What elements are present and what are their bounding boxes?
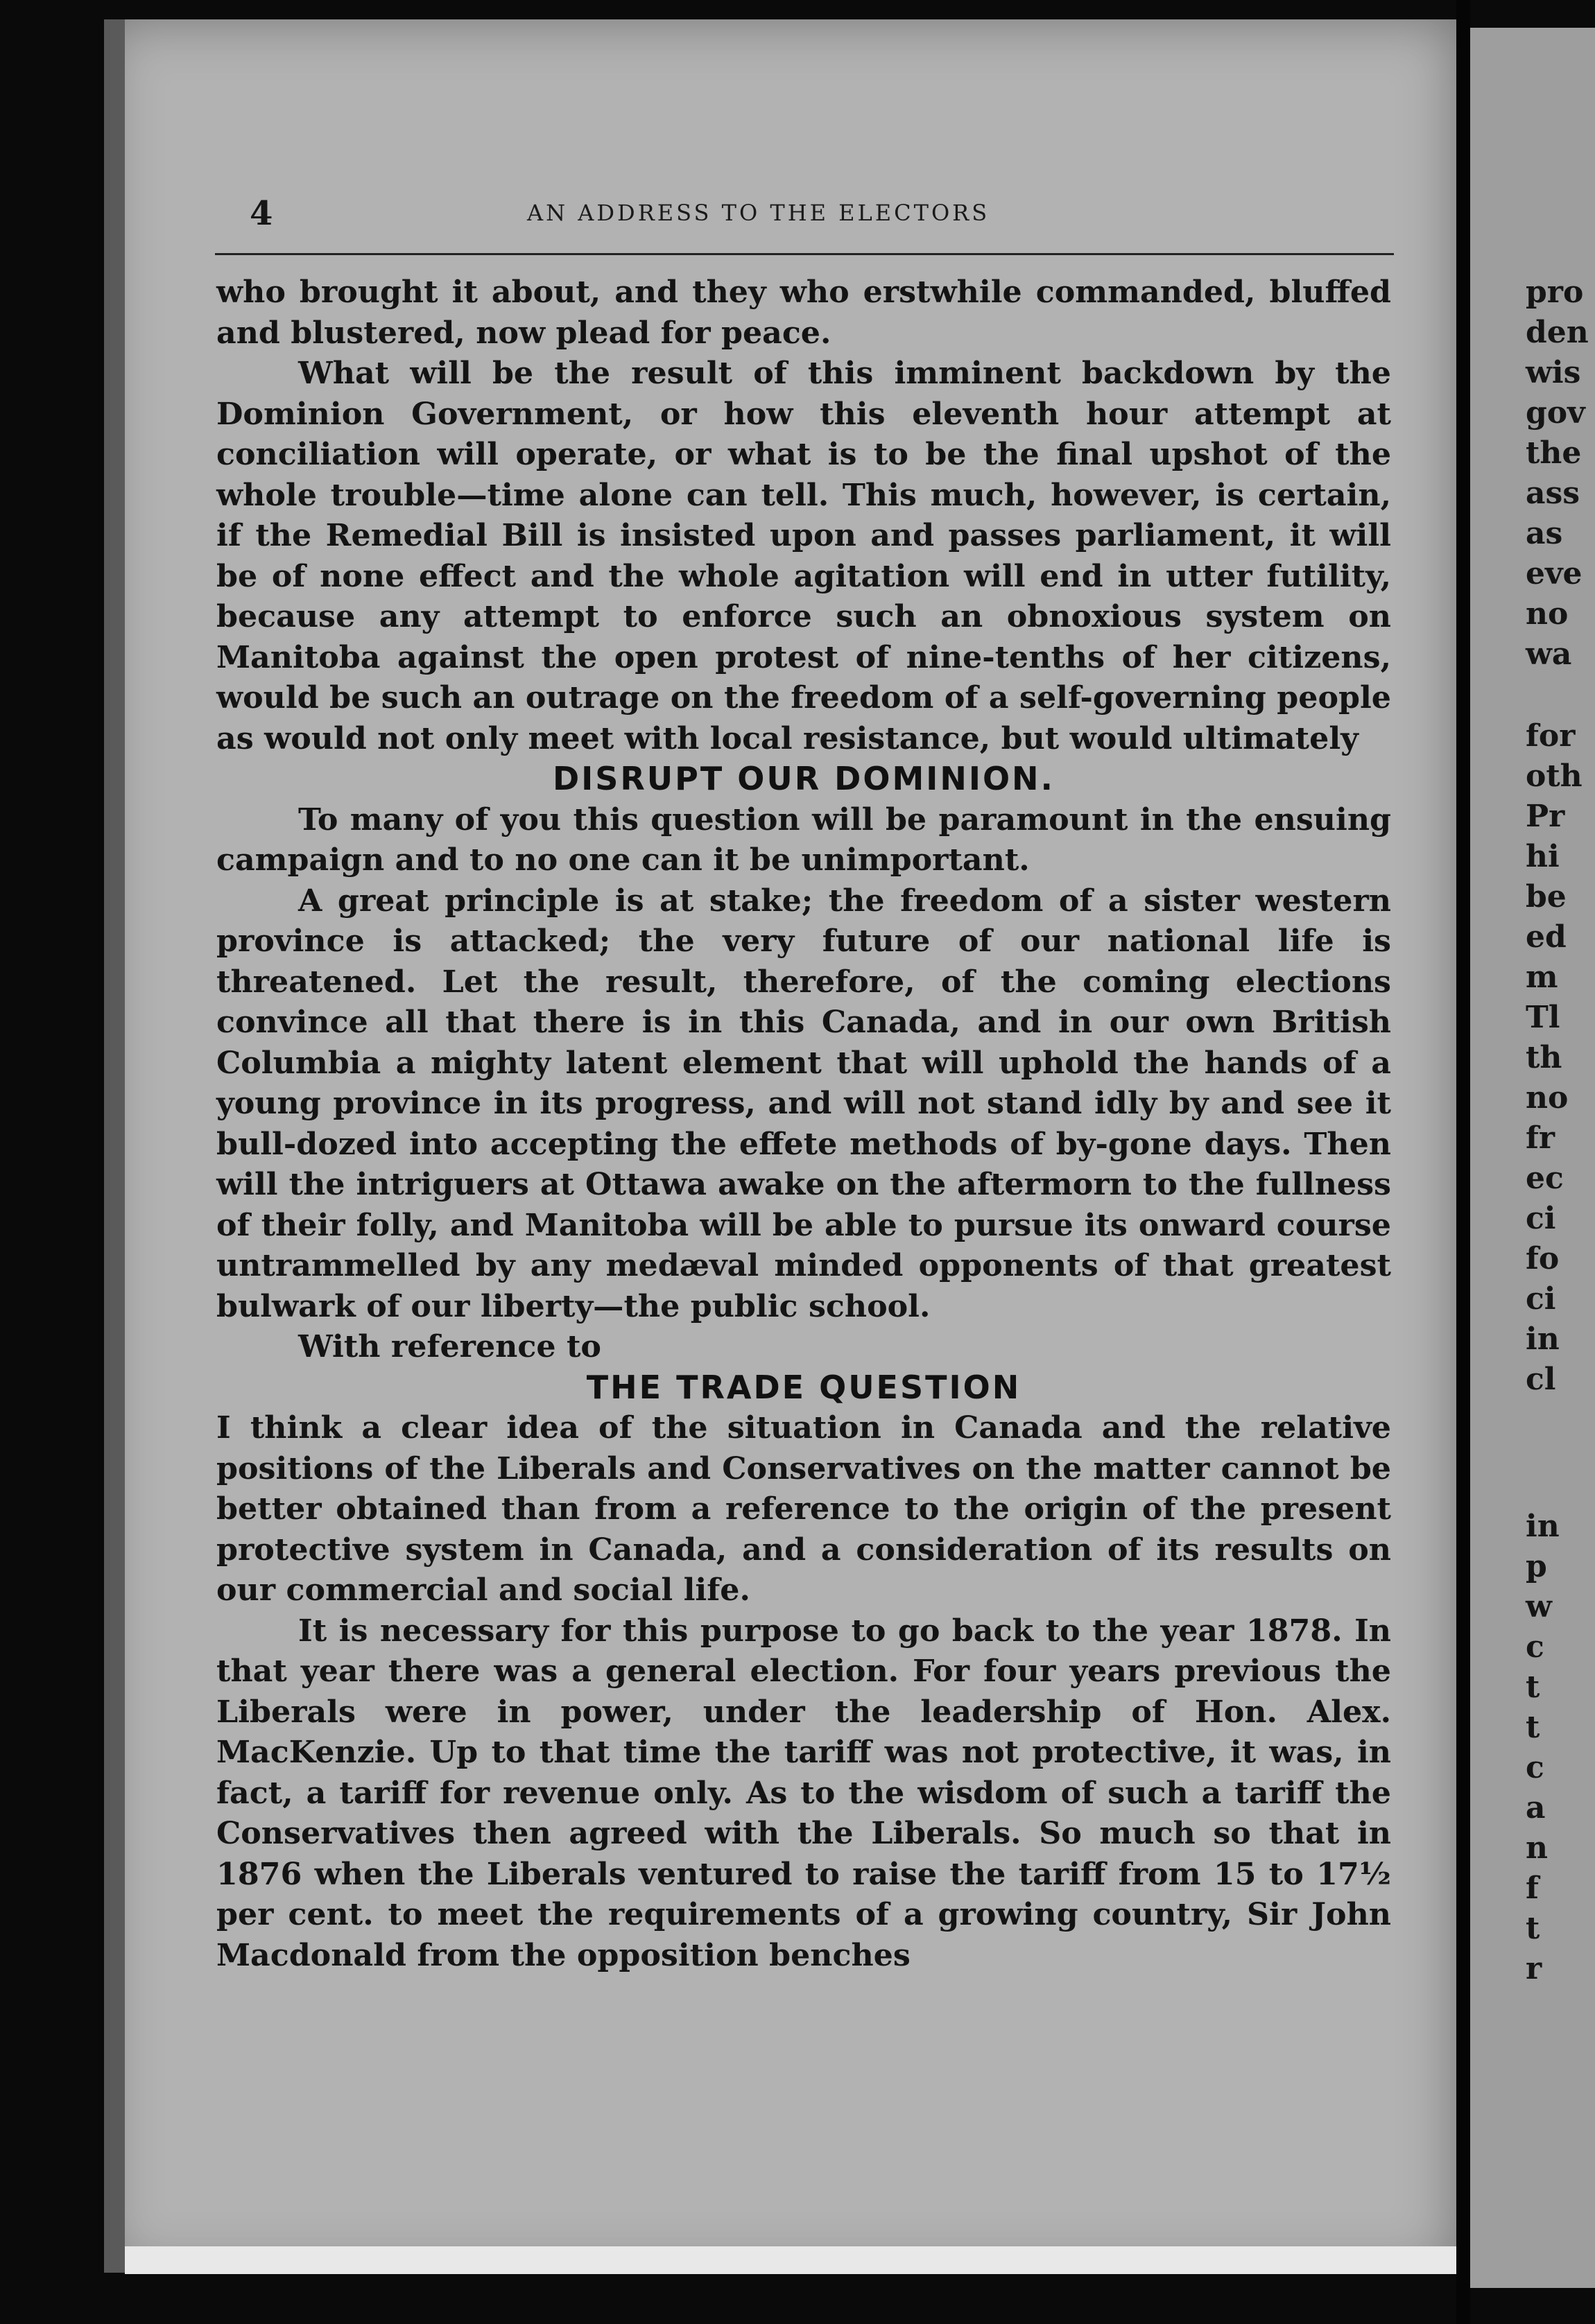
facing-page-fragment: ass [1526, 476, 1580, 511]
facing-page-fragment: t [1526, 1710, 1540, 1745]
facing-page-fragment: p [1526, 1549, 1547, 1584]
facing-page-fragment: c [1526, 1750, 1544, 1785]
facing-page-fragment: Tl [1526, 1000, 1560, 1035]
binding-gutter [1456, 0, 1470, 2324]
facing-page-fragment: hi [1526, 839, 1560, 874]
facing-page-fragment: w [1526, 1589, 1552, 1624]
paragraph: I think a clear idea of the situation in Canada and the relative positions of the Liberals and Conservatives on the matter cannot be better obtained than from a reference to the origin of the present protective system in Canada, and a consideration of its results on our commercial and social life. [216, 1410, 1391, 1608]
facing-page-fragment: Pr [1526, 799, 1565, 834]
facing-page-fragment: t [1526, 1911, 1540, 1946]
facing-page-fragment: no [1526, 1080, 1569, 1116]
facing-page-fragment: c [1526, 1629, 1544, 1665]
facing-page-fragment: fr [1526, 1120, 1555, 1156]
facing-page-fragment: pro [1526, 275, 1584, 310]
page-header [250, 194, 1394, 236]
facing-page-fragment: th [1526, 1040, 1562, 1075]
facing-page-fragment: eve [1526, 556, 1583, 591]
paragraph: With reference to [298, 1328, 601, 1364]
running-head: AN ADDRESS TO THE ELECTORS [527, 200, 990, 226]
facing-page-fragment: oth [1526, 758, 1583, 794]
facing-page-fragment: f [1526, 1871, 1539, 1906]
facing-page-fragment: as [1526, 516, 1563, 551]
facing-page-fragment: be [1526, 879, 1567, 914]
facing-page-fragment: for [1526, 718, 1576, 754]
paragraph: What will be the result of this imminent backdown by the Dominion Government, or how this eleventh hour attempt at conciliation will operate, or what is to be the final upshot of the whole trouble—time alone can tell. This much, however, is certain, if the Remedial Bill is insisted upon and passes parliament, it will be of none effect and the whole agitation will end in utter futility, because any attempt to enforce such an obnoxious system on Manitoba against the open protest of nine-tenths of her citizens, would be such an outrage on the freedom of a self-governing people as would not only meet with local resistance, but would ultimately [216, 355, 1391, 756]
facing-page-fragment: in [1526, 1321, 1560, 1357]
facing-page-fragment: the [1526, 435, 1582, 471]
facing-page-fragment: a [1526, 1790, 1546, 1826]
facing-page-fragment: gov [1526, 395, 1585, 431]
facing-page-fragment: ci [1526, 1281, 1556, 1317]
facing-page-fragment: t [1526, 1670, 1540, 1705]
header-rule [215, 253, 1394, 255]
page-edge-shadow [104, 19, 125, 2273]
section-heading: DISRUPT OUR DOMINION. [552, 760, 1055, 797]
facing-page-fragment: ed [1526, 919, 1567, 955]
facing-page-fragment: no [1526, 596, 1569, 632]
facing-page-fragment: den [1526, 315, 1589, 350]
facing-page-fragment: wa [1526, 636, 1572, 672]
body-text [216, 272, 1391, 1975]
section-heading: THE TRADE QUESTION [586, 1368, 1021, 1406]
facing-page-fragment: n [1526, 1830, 1548, 1866]
paragraph: who brought it about, and they who erstwhile commanded, bluffed and blustered, now plead for peace. [216, 274, 1391, 351]
facing-page-fragment: cl [1526, 1362, 1556, 1397]
page-number: 4 [250, 194, 273, 233]
paragraph: To many of you this question will be paramount in the ensuing campaign and to no one can it be unimportant. [216, 801, 1391, 878]
paragraph: It is necessary for this purpose to go back to the year 1878. In that year there was a general election. For four years previous the Liberals were in power, under the leadership of Hon. Alex. MacKenzie. Up to that time the tariff was not protective, it was, in fact, a tariff for revenue only. As to the wisdom of such a tariff the Conservatives then agreed with the Liberals. So much so that in 1876 when the Liberals ventured to raise the tariff from 15 to 17½ per cent. to meet the requirements of a growing country, Sir John Macdonald from the opposition benches [216, 1612, 1391, 1973]
paragraph: A great principle is at stake; the freedom of a sister western province is attacked; the very future of our national life is threatened. Let the result, therefore, of the coming elections convince all that there is in this Canada, and in our own British Columbia a mighty latent element that will uphold the hands of a young province in its progress, and will not stand idly by and see it bull-dozed into accepting the effete methods of by-gone days. Then will the intriguers at Ottawa awake on the aftermorn to the fullness of their folly, and Manitoba will be able to pursue its onward course untrammelled by any medæval minded opponents of that greatest bulwark of our liberty—the public school. [216, 882, 1391, 1324]
facing-page-fragment: m [1526, 960, 1558, 995]
facing-page-fragment: ci [1526, 1201, 1556, 1236]
page-bottom-edge [125, 2246, 1456, 2274]
facing-page-fragment: ec [1526, 1161, 1564, 1196]
facing-page-fragment: fo [1526, 1241, 1560, 1276]
facing-page-fragment: wis [1526, 355, 1581, 390]
facing-page-fragment: in [1526, 1509, 1560, 1544]
facing-page-fragment: r [1526, 1951, 1542, 1986]
